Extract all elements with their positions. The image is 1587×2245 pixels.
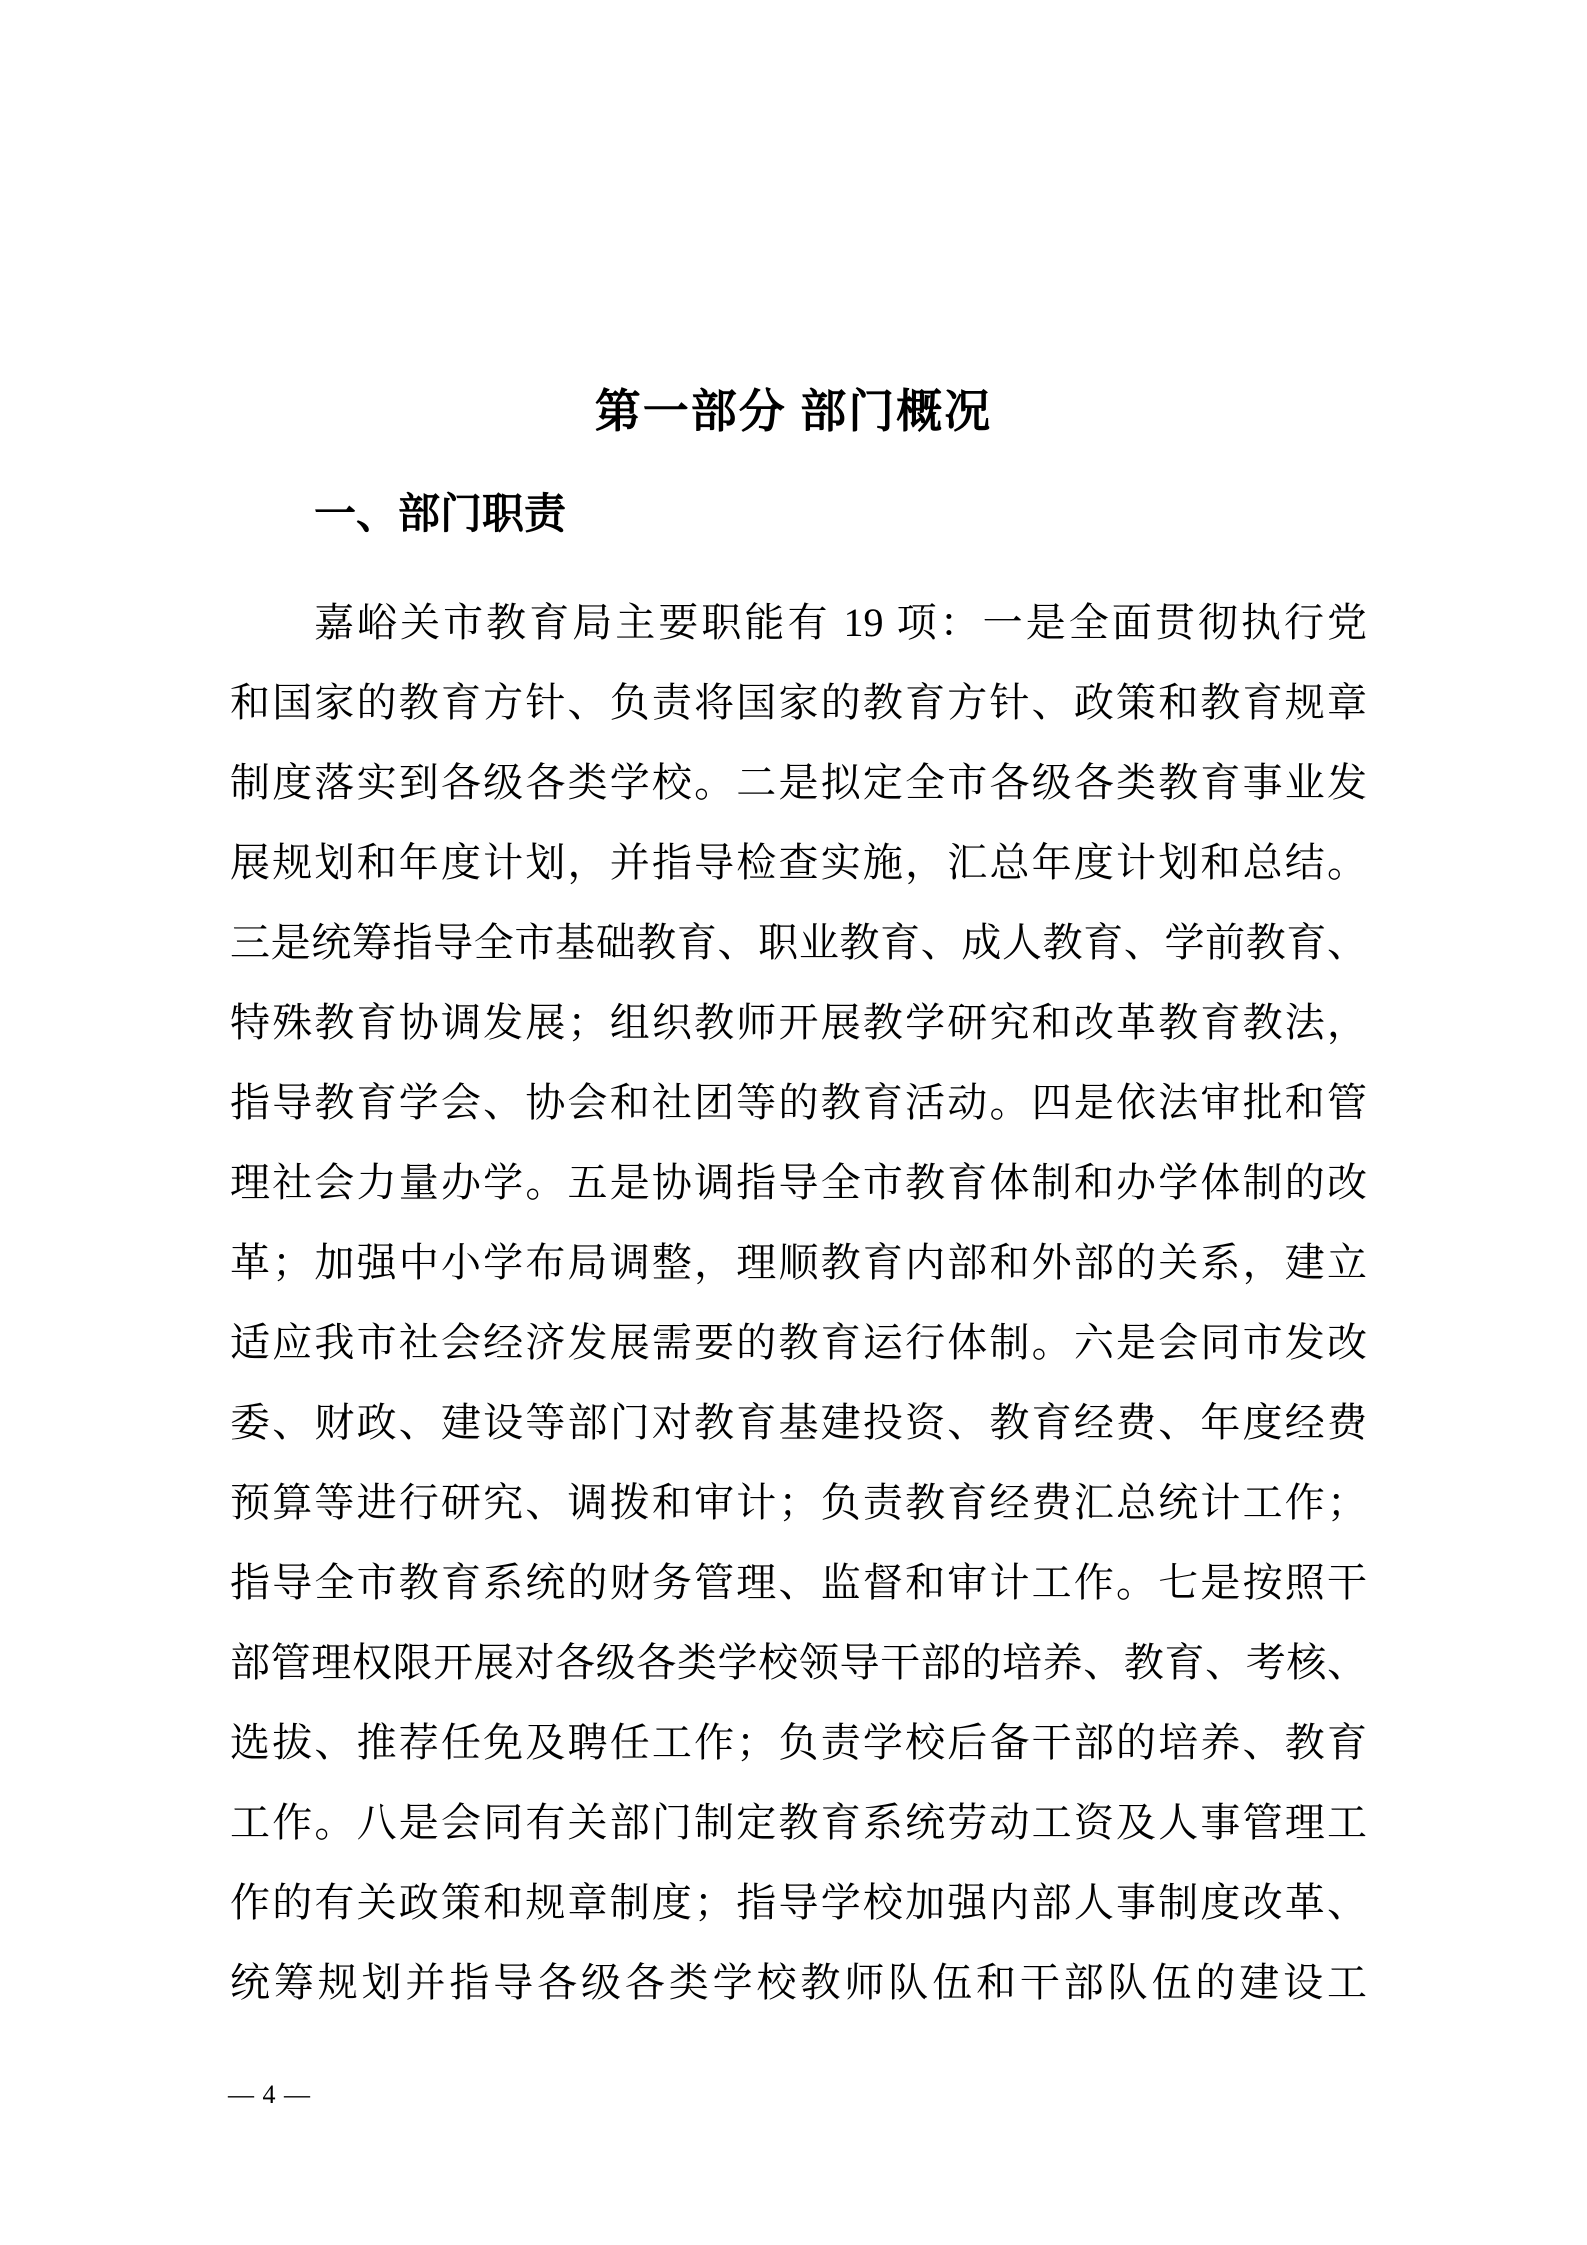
document-title: 第一部分 部门概况 — [594, 386, 993, 437]
paragraph-line: 特殊教育协调发展；组织教师开展教学研究和改革教育教法， — [230, 1000, 1367, 1045]
paragraph-line: 预算等进行研究、调拨和审计；负责教育经费汇总统计工作； — [230, 1480, 1367, 1525]
paragraph-line: 部管理权限开展对各级各类学校领导干部的培养、教育、考核、 — [230, 1640, 1367, 1685]
body-paragraph — [230, 583, 1367, 2023]
paragraph-line: 制度落实到各级各类学校。二是拟定全市各级各类教育事业发 — [230, 760, 1367, 805]
paragraph-line: 三是统筹指导全市基础教育、职业教育、成人教育、学前教育、 — [230, 920, 1367, 965]
section-heading: 一、部门职责 — [314, 490, 567, 537]
paragraph-line: 展规划和年度计划，并指导检查实施，汇总年度计划和总结。 — [230, 840, 1367, 885]
paragraph-line: 工作。八是会同有关部门制定教育系统劳动工资及人事管理工 — [230, 1800, 1367, 1845]
paragraph-line: 和国家的教育方针、负责将国家的教育方针、政策和教育规章 — [230, 680, 1367, 725]
paragraph-line: 指导教育学会、协会和社团等的教育活动。四是依法审批和管 — [230, 1080, 1367, 1125]
paragraph-line: 适应我市社会经济发展需要的教育运行体制。六是会同市发改 — [230, 1320, 1367, 1365]
paragraph-line: 革；加强中小学布局调整，理顺教育内部和外部的关系，建立 — [230, 1240, 1367, 1285]
paragraph-line: 指导全市教育系统的财务管理、监督和审计工作。七是按照干 — [230, 1560, 1367, 1605]
paragraph-line: 作的有关政策和规章制度；指导学校加强内部人事制度改革、 — [230, 1880, 1367, 1925]
paragraph-line: 嘉峪关市教育局主要职能有 19 项：一是全面贯彻执行党 — [314, 600, 1367, 645]
paragraph-line: 委、财政、建设等部门对教育基建投资、教育经费、年度经费 — [230, 1400, 1367, 1445]
page-number: — 4 — — [228, 2080, 311, 2109]
paragraph-line: 选拔、推荐任免及聘任工作；负责学校后备干部的培养、教育 — [230, 1720, 1367, 1765]
paragraph-line: 统筹规划并指导各级各类学校教师队伍和干部队伍的建设工 — [230, 1960, 1367, 2005]
paragraph-line: 理社会力量办学。五是协调指导全市教育体制和办学体制的改 — [230, 1160, 1367, 1205]
